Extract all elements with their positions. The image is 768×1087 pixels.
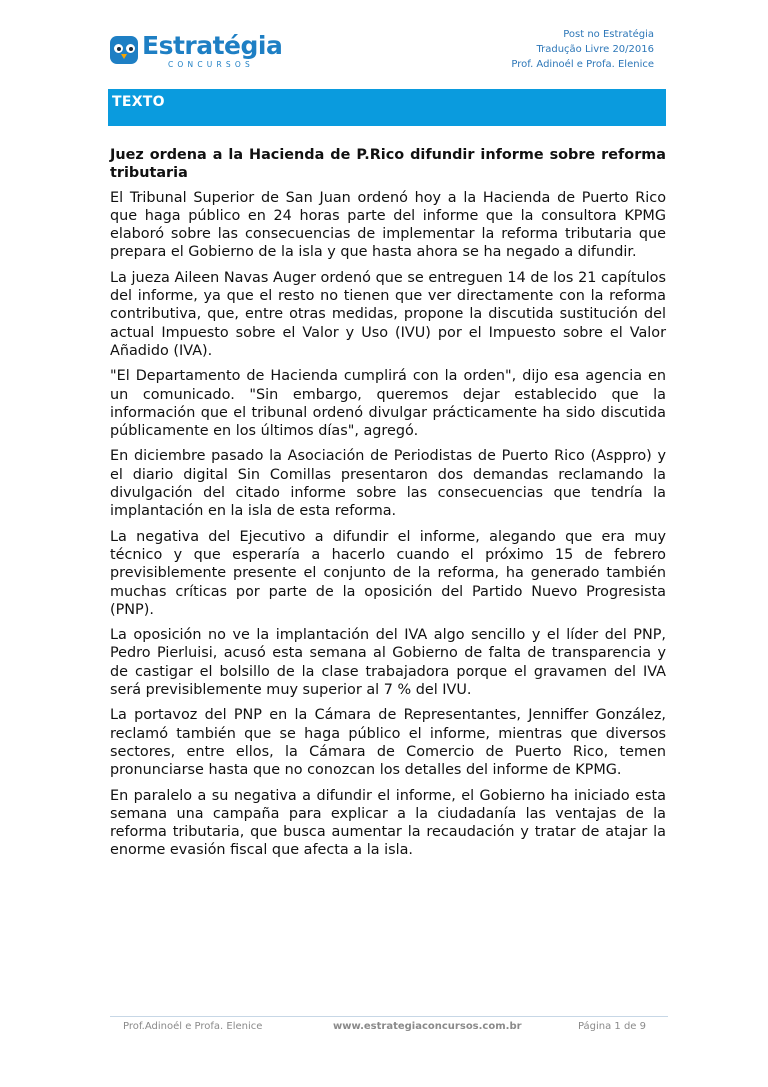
owl-right-eye [125, 43, 136, 54]
paragraph: La jueza Aileen Navas Auger ordenó que se entreguen 14 de los 21 capítulos del informe, ya que el resto no tienen que ver directamente con la reforma contributiva, que, entre otras medidas, propone la discutida sustitución del actual Impuesto sobre el Valor y Uso (IVU) por el Impuesto sobre el Valor Añadido (IVA). [110, 269, 666, 359]
paragraph: En paralelo a su negativa a difundir el informe, el Gobierno ha iniciado esta semana una campaña para explicar a la ciudadanía las ventajas de la reforma tributaria, que busca aumentar la recaudación y tratar de atajar la enorme evasión fiscal que afecta a la isla. [110, 787, 666, 859]
header-line-post: Post no Estratégia [563, 29, 654, 40]
section-label: TEXTO [112, 94, 165, 110]
paragraph: La portavoz del PNP en la Cámara de Representantes, Jenniffer González, reclamó también que se haga público el informe, mientras que diversos sectores, entre ellos, la Cámara de Comercio de Puerto Rico, temen pronunciarse hasta que no conozcan los detalles del informe de KPMG. [110, 707, 666, 779]
footer-website-link[interactable]: www.estrategiaconcursos.com.br [333, 1021, 522, 1032]
footer-authors: Prof.Adinoél e Profa. Elenice [123, 1021, 263, 1032]
owl-left-eye [113, 43, 124, 54]
paragraph: La negativa del Ejecutivo a difundir el informe, alegando que era muy técnico y que esperaría a hacerlo cuando el próximo 15 de febrero previsiblemente presente el conjunto de la reforma, ha generado también muchas críticas por parte de la oposición del Partido Nuevo Progresista (PNP). [110, 528, 666, 618]
owl-logo-icon [110, 36, 138, 64]
logo-subtitle: CONCURSOS [168, 60, 254, 69]
logo-wordmark: Estratégia [142, 31, 283, 60]
paragraph: El Tribunal Superior de San Juan ordenó hoy a la Hacienda de Puerto Rico que haga público en 24 horas parte del informe que la consultora KPMG elaboró sobre las consecuencias de implementar la reforma tributaria que prepara el Gobierno de la isla y que hasta ahora se ha negado a difundir. [110, 189, 666, 261]
section-header-bar [108, 89, 666, 126]
paragraph: "El Departamento de Hacienda cumplirá con la orden", dijo esa agencia en un comunicado. "Sin embargo, queremos dejar establecido que la información que el tribunal ordenó divulgar prácticamente ha sido discutida públicamente en los últimos días", agregó. [110, 368, 666, 440]
article-body [110, 146, 666, 867]
paragraph: La oposición no ve la implantación del IVA algo sencillo y el líder del PNP, Pedro Pierluisi, acusó esta semana al Gobierno de falta de transparencia y de castigar el bolsillo de la clase trabajadora porque el gravamen del IVA será previsiblemente muy superior al 7 % del IVU. [110, 627, 666, 699]
paragraph: En diciembre pasado la Asociación de Periodistas de Puerto Rico (Asppro) y el diario digital Sin Comillas presentaron dos demandas reclamando la divulgación del citado informe sobre las consecuencias que tendría la implantación en la isla de esta reforma. [110, 448, 666, 520]
footer-divider [110, 1016, 668, 1017]
header-info [511, 27, 654, 72]
article-title: Juez ordena a la Hacienda de P.Rico difundir informe sobre reforma tributaria [110, 147, 666, 182]
header-line-translation: Tradução Livre 20/2016 [536, 44, 654, 55]
header-line-authors: Prof. Adinoél e Profa. Elenice [511, 59, 654, 70]
footer-page-number: Página 1 de 9 [577, 1021, 646, 1032]
owl-beak [121, 54, 127, 59]
estrategia-logo [110, 30, 283, 70]
